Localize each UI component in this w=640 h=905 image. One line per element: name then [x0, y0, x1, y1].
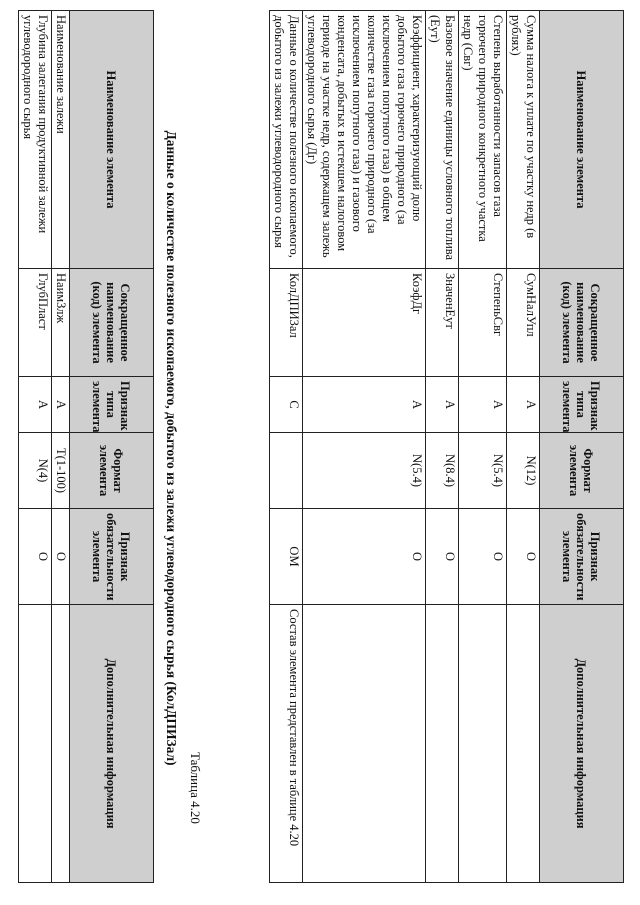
cell-name: Глубина залегания продуктивной залежи углеводородного сырья [19, 11, 52, 269]
table-header-row [540, 11, 624, 883]
cell-format: N(12) [507, 433, 540, 509]
cell-short: СтепеньСвг [459, 269, 507, 377]
cell-mandatory: О [19, 509, 52, 605]
table-row [19, 11, 52, 883]
elements-table [269, 10, 624, 883]
cell-format: N(4) [19, 433, 52, 509]
cell-name: Базовое значение единицы условного топлива (Еут) [426, 11, 459, 269]
cell-extra [426, 605, 459, 883]
cell-short: ГлубПласт [19, 269, 52, 377]
cell-format: T(1-100) [52, 433, 70, 509]
table-row [52, 11, 70, 883]
header-format: Формат элемента [70, 433, 154, 509]
table-row [270, 11, 303, 883]
cell-extra [303, 605, 426, 883]
cell-type: А [52, 377, 70, 433]
cell-type: А [303, 377, 426, 433]
deposit-table [18, 10, 154, 883]
cell-type: А [19, 377, 52, 433]
cell-format: N(5.4) [303, 433, 426, 509]
header-short-name: Сокращенное наименование (код) элемента [70, 269, 154, 377]
cell-type: С [270, 377, 303, 433]
cell-format [270, 433, 303, 509]
cell-mandatory: О [303, 509, 426, 605]
cell-name: Коэффициент, характеризующий долю добытого газа горючего природного (за исключением попутного газа) в общем количестве газа горючего природного (за исключением попутного газа) и газового конденсата, добытых в истекшем налоговом периоде на участке недр, содержащем залежь углеводородного сырья (Дг) [303, 11, 426, 269]
cell-short: ЗначенЕут [426, 269, 459, 377]
cell-extra [19, 605, 52, 883]
header-short-name: Сокращенное наименование (код) элемента [540, 269, 624, 377]
table-header-row [70, 11, 154, 883]
cell-type: А [426, 377, 459, 433]
header-name: Наименование элемента [540, 11, 624, 269]
cell-extra [459, 605, 507, 883]
cell-type: А [459, 377, 507, 433]
header-mandatory: Признак обязательности элемента [70, 509, 154, 605]
cell-mandatory: ОМ [270, 509, 303, 605]
table-row [507, 11, 540, 883]
table-title: Данные о количестве полезного ископаемого, добытого из залежи углеводородного сырья (КолДПИЗал) [164, 130, 179, 766]
header-type: Признак типа элемента [540, 377, 624, 433]
cell-extra [507, 605, 540, 883]
table-row [426, 11, 459, 883]
header-format: Формат элемента [540, 433, 624, 509]
table-label: Таблица 4.20 [188, 752, 203, 824]
cell-mandatory: О [459, 509, 507, 605]
header-extra-info: Дополнительная информация [70, 605, 154, 883]
cell-short: СумНалУпл [507, 269, 540, 377]
cell-format: N(5.4) [459, 433, 507, 509]
header-extra-info: Дополнительная информация [540, 605, 624, 883]
header-type: Признак типа элемента [70, 377, 154, 433]
cell-name: Наименование залежи [52, 11, 70, 269]
cell-short: КолДПИЗал [270, 269, 303, 377]
table-row [459, 11, 507, 883]
cell-mandatory: О [426, 509, 459, 605]
table-row [303, 11, 426, 883]
cell-extra [52, 605, 70, 883]
cell-mandatory: О [52, 509, 70, 605]
cell-format: N(8.4) [426, 433, 459, 509]
cell-short: КоэфДг [303, 269, 426, 377]
cell-type: А [507, 377, 540, 433]
header-name: Наименование элемента [70, 11, 154, 269]
cell-mandatory: О [507, 509, 540, 605]
header-mandatory: Признак обязательности элемента [540, 509, 624, 605]
cell-short: НаимЗлж [52, 269, 70, 377]
cell-name: Степень выработанности запасов газа горючего природного конкретного участка недр (Свг) [459, 11, 507, 269]
cell-name: Данные о количестве полезного ископаемого, добытого из залежи углеводородного сырья [270, 11, 303, 269]
cell-extra: Состав элемента представлен в таблице 4.20 [270, 605, 303, 883]
cell-name: Сумма налога к уплате по участку недр (в рублях) [507, 11, 540, 269]
